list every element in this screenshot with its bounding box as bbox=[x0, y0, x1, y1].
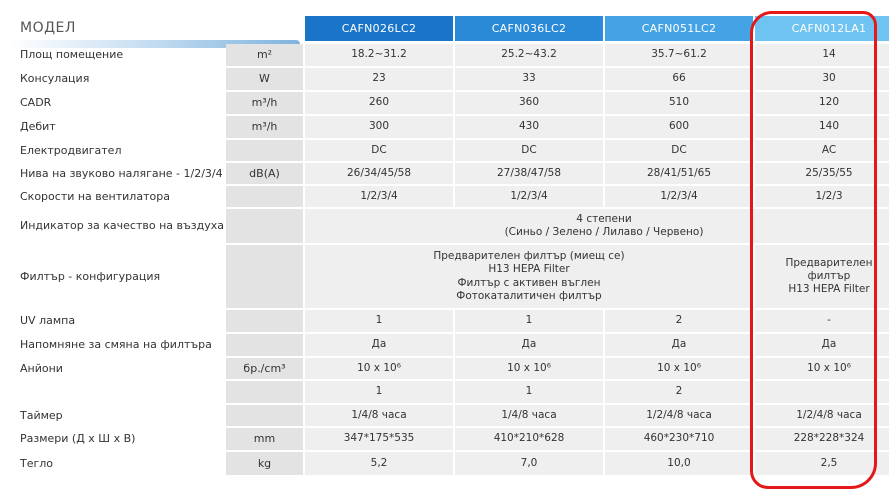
value-cell: DC bbox=[455, 140, 603, 161]
value-cell: 7,0 bbox=[455, 452, 603, 475]
row-label: Тегло bbox=[20, 456, 54, 470]
value-cell: 10 x 10⁶ bbox=[305, 358, 453, 379]
value-cell: Да bbox=[455, 334, 603, 356]
value-cell: 120 bbox=[755, 92, 889, 114]
row-label: Напомняне за смяна на филтъра bbox=[20, 338, 212, 351]
row-label: Електродвигател bbox=[20, 143, 122, 157]
value-cell: 18.2~31.2 bbox=[305, 44, 453, 66]
value-cell: 1/2/3 bbox=[755, 186, 889, 207]
row-unit bbox=[226, 334, 303, 356]
row-label: Дебит bbox=[20, 120, 56, 133]
model-header-cafn036lc2: CAFN036LC2 bbox=[455, 16, 603, 41]
row-label: Филтър - конфигурация bbox=[20, 269, 161, 283]
value-cell: 1/2/3/4 bbox=[305, 186, 453, 207]
value-cell: 228*228*324 bbox=[755, 428, 889, 450]
value-cell: 2 bbox=[605, 381, 753, 403]
model-header-cafn051lc2: CAFN051LC2 bbox=[605, 16, 753, 41]
value-cell: 1/2/3/4 bbox=[605, 186, 753, 207]
row-label: CADR bbox=[20, 96, 52, 109]
value-cell: AC bbox=[755, 140, 889, 161]
value-cell: 1 bbox=[305, 381, 453, 403]
value-cell: Да bbox=[305, 334, 453, 356]
row-unit bbox=[226, 310, 303, 332]
row-label: Нива на звуково налягане - 1/2/3/4 bbox=[20, 166, 223, 180]
value-cell: 260 bbox=[305, 92, 453, 114]
value-cell: 26/34/45/58 bbox=[305, 163, 453, 184]
value-cell: - bbox=[755, 310, 889, 332]
row-label: UV лампа bbox=[20, 314, 76, 327]
value-cell: DC bbox=[605, 140, 753, 161]
value-cell: 33 bbox=[455, 68, 603, 90]
row-unit: m³/h bbox=[226, 116, 303, 138]
value-cell: 1/2/3/4 bbox=[455, 186, 603, 207]
row-unit: kg bbox=[226, 452, 303, 475]
value-cell bbox=[755, 381, 889, 403]
value-cell: 14 bbox=[755, 44, 889, 66]
value-cell: 140 bbox=[755, 116, 889, 138]
row-unit: бр./cm³ bbox=[226, 358, 303, 379]
value-cell: 1 bbox=[305, 310, 453, 332]
value-cell: 10 x 10⁶ bbox=[455, 358, 603, 379]
table-title: МОДЕЛ bbox=[20, 20, 76, 36]
row-unit bbox=[226, 381, 303, 403]
row-label: Консулация bbox=[20, 72, 90, 85]
value-cell: 1/2/4/8 часа bbox=[755, 405, 889, 426]
row-unit: W bbox=[226, 68, 303, 90]
row-unit: m³/h bbox=[226, 92, 303, 114]
value-cell: Предварителен филтър H13 HEPA Filter bbox=[755, 245, 889, 308]
row-label: Таймер bbox=[20, 408, 63, 422]
row-label: Размери (Д x Ш x В) bbox=[20, 432, 136, 445]
value-cell: 2,5 bbox=[755, 452, 889, 475]
value-cell: 66 bbox=[605, 68, 753, 90]
value-cell: 430 bbox=[455, 116, 603, 138]
value-cell: Да bbox=[605, 334, 753, 356]
value-cell: 360 bbox=[455, 92, 603, 114]
row-unit bbox=[226, 186, 303, 207]
value-cell: 2 bbox=[605, 310, 753, 332]
value-cell: 1/4/8 часа bbox=[455, 405, 603, 426]
model-header-cafn012la1: CAFN012LA1 bbox=[755, 16, 889, 41]
value-cell: 27/38/47/58 bbox=[455, 163, 603, 184]
row-label: Анйони bbox=[20, 361, 63, 375]
value-cell: 347*175*535 bbox=[305, 428, 453, 450]
value-cell: 510 bbox=[605, 92, 753, 114]
value-cell: 300 bbox=[305, 116, 453, 138]
value-cell: 1/4/8 часа bbox=[305, 405, 453, 426]
value-cell: 460*230*710 bbox=[605, 428, 753, 450]
row-unit: dB(A) bbox=[226, 163, 303, 184]
value-cell: 1 bbox=[455, 381, 603, 403]
value-cell: 5,2 bbox=[305, 452, 453, 475]
value-cell: 410*210*628 bbox=[455, 428, 603, 450]
value-cell: 10,0 bbox=[605, 452, 753, 475]
value-cell: 23 bbox=[305, 68, 453, 90]
value-cell: 10 x 10⁶ bbox=[755, 358, 889, 379]
value-cell: Да bbox=[755, 334, 889, 356]
row-unit: m² bbox=[226, 44, 303, 66]
row-unit bbox=[226, 209, 303, 243]
value-cell: 25/35/55 bbox=[755, 163, 889, 184]
merged-cell: 4 степени (Синьо / Зелено / Лилаво / Червено) bbox=[305, 209, 889, 243]
value-cell: 1 bbox=[455, 310, 603, 332]
row-label: Площ помещение bbox=[20, 48, 124, 61]
row-label: Индикатор за качество на въздуха bbox=[20, 219, 224, 232]
value-cell: 30 bbox=[755, 68, 889, 90]
row-label: Скорости на вентилатора bbox=[20, 189, 170, 203]
value-cell: 25.2~43.2 bbox=[455, 44, 603, 66]
value-cell: 1/2/4/8 часа bbox=[605, 405, 753, 426]
value-cell: DC bbox=[305, 140, 453, 161]
row-unit bbox=[226, 245, 303, 308]
value-cell: 600 bbox=[605, 116, 753, 138]
value-cell: 28/41/51/65 bbox=[605, 163, 753, 184]
model-header-cafn026lc2: CAFN026LC2 bbox=[305, 16, 453, 41]
row-unit bbox=[226, 140, 303, 161]
row-unit bbox=[226, 405, 303, 426]
row-unit: mm bbox=[226, 428, 303, 450]
value-cell: 35.7~61.2 bbox=[605, 44, 753, 66]
merged-cell: Предварителен филтър (миещ се) H13 HEPA Filter Филтър с активен въглен Фотокаталитичен филтър bbox=[305, 245, 753, 308]
value-cell: 10 x 10⁶ bbox=[605, 358, 753, 379]
